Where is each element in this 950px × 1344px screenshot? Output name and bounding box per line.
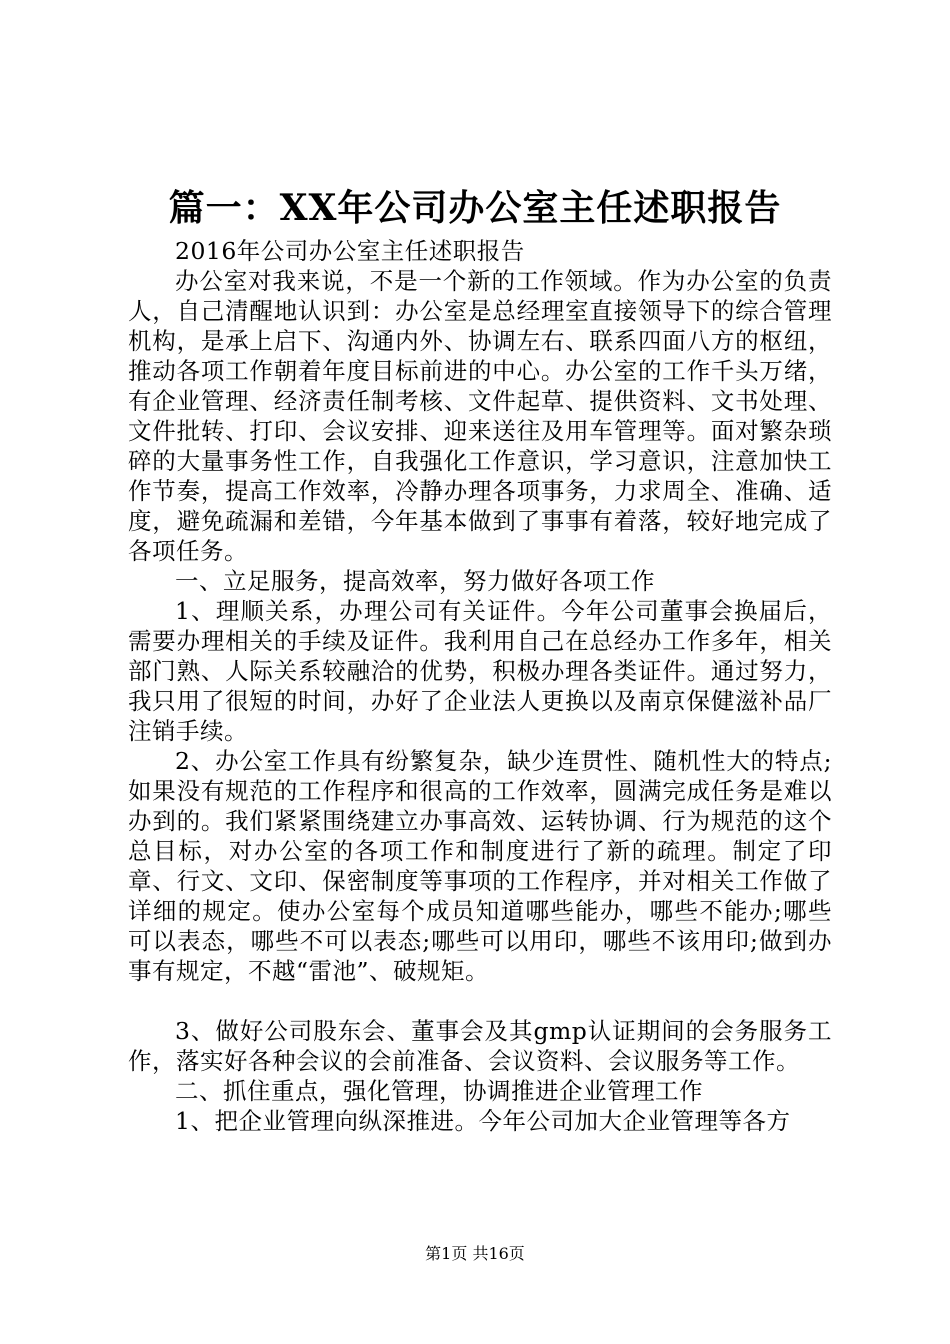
- paragraph-item-1-2: 2、办公室工作具有纷繁复杂，缺少连贯性、随机性大的特点;如果没有规范的工作程序和很高的工作效率，圆满完成任务是难以办到的。我们紧紧围绕建立办事高效、运转协调、行为规范的这个总目标，对办公室的各项工作和制度进行了新的疏理。制定了印章、行文、文印、保密制度等事项的工作程序，并对相关工作做了详细的规定。使办公室每个成员知道哪些能办，哪些不能办;哪些可以表态，哪些不可以表态;哪些可以用印，哪些不该用印;做到办事有规定，不越“雷池”、破规矩。: [128, 747, 832, 985]
- paragraph-item-1-3: 3、做好公司股东会、董事会及其gmp认证期间的会务服务工作，落实好各种会议的会前准备、会议资料、会议服务等工作。: [128, 1017, 832, 1075]
- paragraph-item-2-1: 1、把企业管理向纵深推进。今年公司加大企业管理等各方: [175, 1107, 791, 1135]
- paragraph-item-1-1: 1、理顺关系，办理公司有关证件。今年公司董事会换届后，需要办理相关的手续及证件。我利用自己在总经办工作多年，相关部门熟、人际关系较融洽的优势，积极办理各类证件。通过努力，我只用了很短的时间，办好了企业法人更换以及南京保健滋补品厂注销手续。: [128, 597, 832, 745]
- document-title: 篇一：XX年公司办公室主任述职报告: [168, 187, 782, 229]
- page-footer: 第1页 共16页: [425, 1244, 525, 1263]
- report-subtitle: 2016年公司办公室主任述职报告: [175, 237, 525, 265]
- document-body: [128, 236, 832, 1136]
- section-heading-2: 二、抓住重点，强化管理，协调推进企业管理工作: [175, 1077, 703, 1105]
- section-heading-1: 一、立足服务，提高效率，努力做好各项工作: [175, 567, 655, 595]
- paragraph-intro: 办公室对我来说，不是一个新的工作领域。作为办公室的负责人，自己清醒地认识到：办公室是总经理室直接领导下的综合管理机构，是承上启下、沟通内外、协调左右、联系四面八方的枢纽，推动各项工作朝着年度目标前进的中心。办公室的工作千头万绪，有企业管理、经济责任制考核、文件起草、提供资料、文书处理、文件批转、打印、会议安排、迎来送往及用车管理等。面对繁杂琐碎的大量事务性工作，自我强化工作意识，学习意识，注意加快工作节奏，提高工作效率，冷静办理各项事务，力求周全、准确、适度，避免疏漏和差错，今年基本做到了事事有着落，较好地完成了各项任务。: [128, 267, 832, 565]
